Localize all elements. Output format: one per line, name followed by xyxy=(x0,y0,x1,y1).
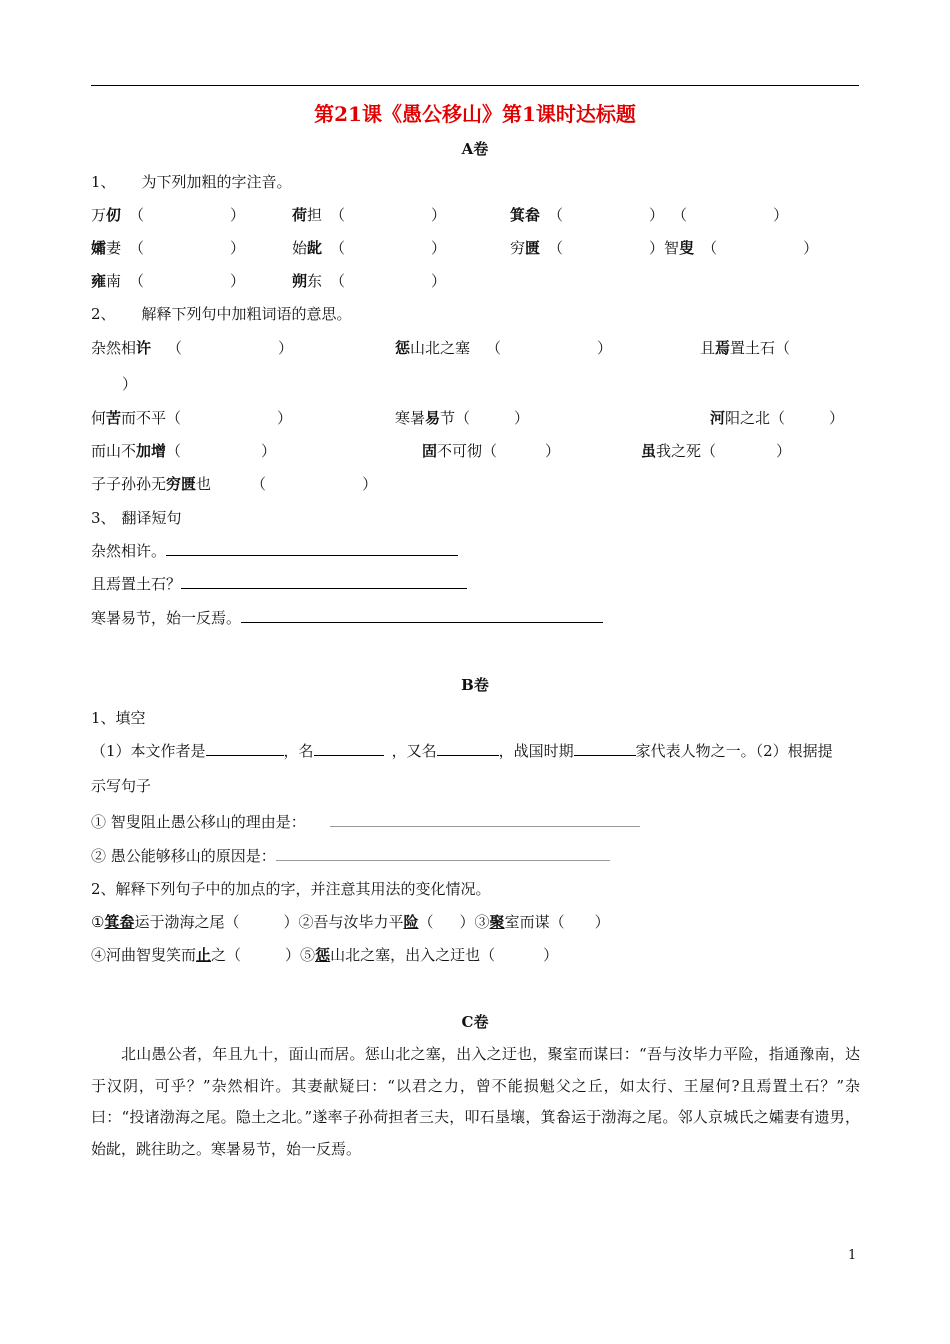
q2-heading xyxy=(91,303,352,324)
q2-item: 且焉置土石（ xyxy=(700,339,791,357)
section-b-heading: B卷 xyxy=(461,676,489,694)
q1-item: 穷匮 （ ）智叟 （ ） xyxy=(510,239,819,257)
q1-item: 始龀 （ ） xyxy=(292,239,447,257)
top-rule xyxy=(91,85,859,86)
q1-item: 雍南 （ ） xyxy=(91,272,246,290)
b-q2-line: ④河曲智叟笑而止之（ ）⑤惩山北之塞，出入之迂也（ ） xyxy=(91,946,559,964)
fill-blank[interactable] xyxy=(314,741,384,756)
q3-item: 寒暑易节，始一反焉。 xyxy=(91,607,603,628)
b-q2-line: ①箕畚运于渤海之尾（ ）②吾与汝毕力平险（ ）③聚室而谋（ ） xyxy=(91,913,610,931)
q2-item-close: ） xyxy=(122,375,138,393)
q1-number: 1、 xyxy=(91,173,116,191)
b-q1-line2: 示写句子 xyxy=(91,777,152,795)
q1-text: 为下列加粗的字注音。 xyxy=(141,173,292,191)
q2-number: 2、 xyxy=(91,305,116,323)
q2-item: 杂然相许 （ ） xyxy=(91,339,294,357)
c-passage: 北山愚公者，年且九十，面山而居。惩山北之塞，出入之迂也，聚室而谋曰：“吾与汝毕力平险，指通豫南，达于汉阴，可乎？”杂然相许。其妻献疑曰：“以君之力，曾不能损魁父之丘，如太行、王屋何?且焉置土石？”杂曰：“投诸渤海之尾。隐土之北。”遂率子孙荷担者三夫，叩石垦壤，箕畚运于渤海之尾。邻人京城氏之孀妻有遗男，始龀，跳往助之。寒暑易节，始一反焉。 xyxy=(91,1045,860,1158)
answer-line[interactable] xyxy=(166,541,458,556)
b-q1-sub: ② 愚公能够移山的原因是： xyxy=(91,845,610,866)
q1-heading xyxy=(91,171,292,192)
answer-line[interactable] xyxy=(241,608,603,623)
q2-item: 而山不加增（ ） xyxy=(91,442,277,460)
fill-blank[interactable] xyxy=(574,741,636,756)
q1-item: 孀妻 （ ） xyxy=(91,239,246,257)
page-number: 1 xyxy=(848,1248,857,1263)
q1-item: 朔东 （ ） xyxy=(292,272,447,290)
answer-line[interactable] xyxy=(330,812,640,827)
q2-item: 惩山北之塞 （ ） xyxy=(395,339,613,357)
q2-item: 子子孙孙无穷匮也 （ ） xyxy=(91,475,378,493)
q1-item: 万仞 （ ） xyxy=(91,206,246,224)
q1-item: 荷担 （ ） xyxy=(292,206,447,224)
section-c-heading: C卷 xyxy=(461,1013,489,1031)
answer-line[interactable] xyxy=(276,846,610,861)
q1-item: 箕畚 （ ） （ ） xyxy=(510,206,789,224)
b-q1-sub: ① 智叟阻止愚公移山的理由是： xyxy=(91,811,640,832)
q2-item: 河阳之北（ ） xyxy=(710,409,845,427)
q3-text: 翻译短句 xyxy=(121,509,182,527)
section-a-heading: A卷 xyxy=(461,140,489,158)
q2-item: 固不可彻（ ） xyxy=(422,442,561,460)
answer-line[interactable] xyxy=(181,574,467,589)
q2-item: 虽我之死（ ） xyxy=(641,442,792,460)
fill-blank[interactable] xyxy=(437,741,499,756)
q3-item: 杂然相许。 xyxy=(91,540,458,561)
q2-text: 解释下列句中加粗词语的意思。 xyxy=(141,305,352,323)
q2-item: 何苦而不平（ ） xyxy=(91,409,293,427)
q3-heading xyxy=(91,507,182,528)
q3-number: 3、 xyxy=(91,509,116,527)
q3-item: 且焉置土石？ xyxy=(91,573,467,594)
b-q1-heading: 1、填空 xyxy=(91,709,146,727)
b-q1-line: （1）本文作者是 ，名 ，又名 ，战国时期 家代表人物之一。（2）根据提 xyxy=(91,742,833,760)
q2-item: 寒暑易节（ ） xyxy=(395,409,530,427)
page-title: 第21课《愚公移山》第1课时达标题 xyxy=(314,102,636,126)
b-q2-heading: 2、解释下列句子中的加点的字，并注意其用法的变化情况。 xyxy=(91,880,491,898)
fill-blank[interactable] xyxy=(206,741,284,756)
